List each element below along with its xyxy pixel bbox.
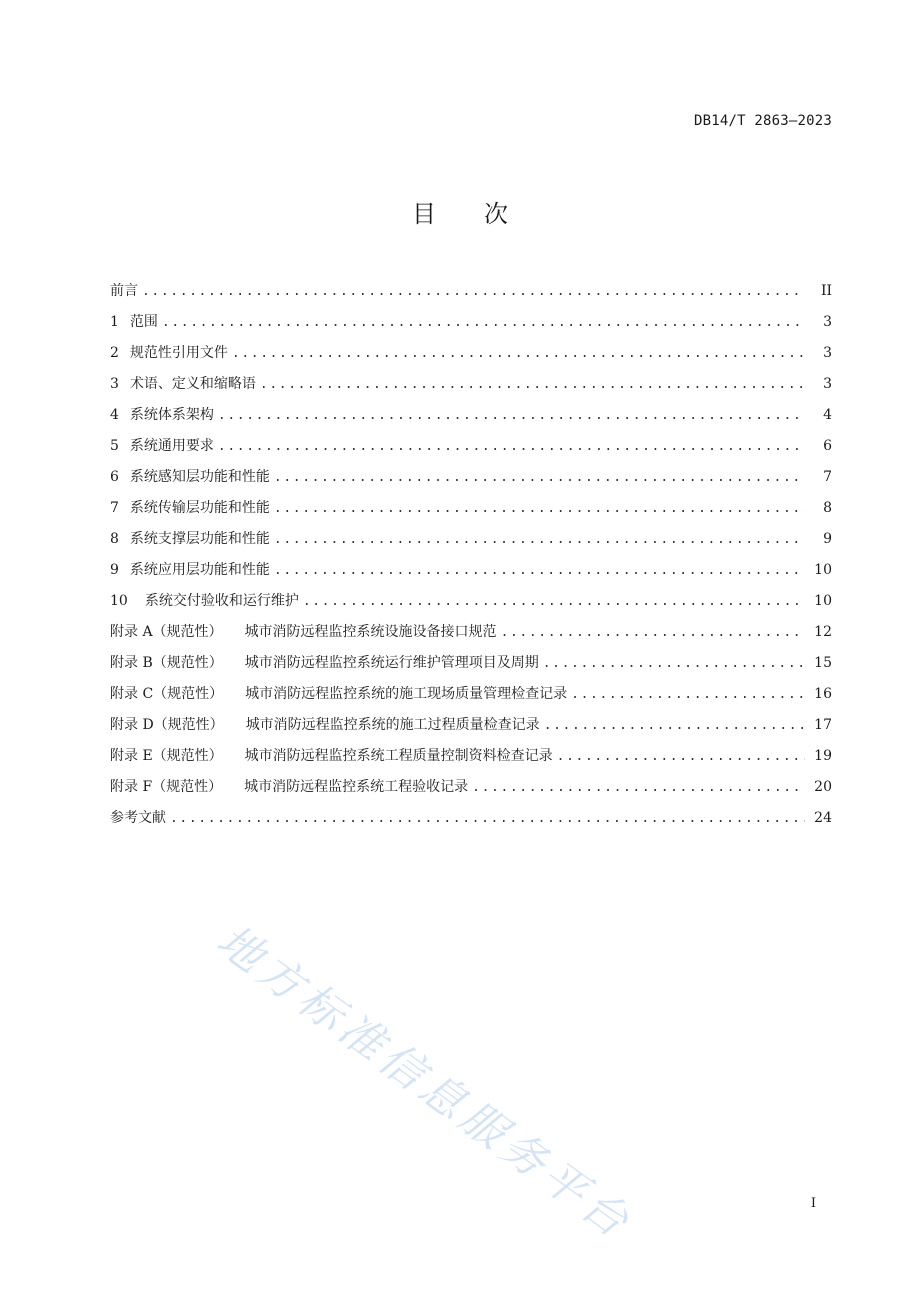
toc-leader-dots — [557, 746, 805, 768]
toc-entry-title: 城市消防远程监控系统的施工现场质量管理检查记录 — [245, 686, 568, 702]
toc-appendix-tag: 附录 F（规范性） — [110, 779, 223, 795]
toc-entry-label — [110, 652, 539, 674]
toc-entry-title: 系统传输层功能和性能 — [129, 500, 270, 516]
toc-leader-dots — [260, 374, 805, 396]
toc-entry-label — [110, 621, 497, 643]
toc-entry[interactable] — [110, 683, 832, 714]
toc-entry[interactable] — [110, 652, 832, 683]
toc-entry-label — [130, 435, 214, 457]
toc-entry[interactable] — [110, 466, 832, 497]
toc-entry-title: 系统应用层功能和性能 — [129, 562, 270, 578]
watermark: 地方标准信息服务平台 — [207, 915, 642, 1251]
toc-entry-label — [145, 590, 299, 612]
toc-entry-number: 10 — [110, 593, 128, 609]
page-title — [0, 194, 920, 229]
toc-entry-number: 3 — [110, 376, 119, 392]
toc-leader-dots — [162, 312, 805, 334]
toc-leader-dots — [274, 560, 805, 582]
toc-entry[interactable] — [110, 776, 832, 807]
toc-entry-label — [130, 497, 270, 519]
toc-appendix-tag: 附录 E（规范性） — [110, 748, 223, 764]
toc-entry-title: 范围 — [129, 314, 158, 330]
toc-entry[interactable] — [110, 435, 832, 466]
toc-entry-title: 术语、定义和缩略语 — [129, 376, 256, 392]
title-char-1: 目 — [412, 200, 436, 228]
toc-entry-title: 城市消防远程监控系统设施设备接口规范 — [244, 624, 497, 640]
toc-entry-number: 6 — [110, 469, 119, 485]
toc-entry-page: 17 — [814, 717, 832, 733]
title-char-2: 次 — [484, 200, 508, 228]
toc-entry[interactable] — [110, 559, 832, 590]
toc-entry-title: 系统通用要求 — [129, 438, 214, 454]
toc-leader-dots — [274, 529, 805, 551]
toc-entry-page: 12 — [814, 624, 832, 640]
toc-leader-dots — [543, 653, 805, 675]
toc-entry[interactable] — [110, 404, 832, 435]
toc-leader-dots — [472, 777, 805, 799]
toc-entry-number: 8 — [110, 531, 119, 547]
toc-appendix-tag: 附录 A（规范性） — [110, 624, 223, 640]
toc-entry-title: 城市消防远程监控系统工程质量控制资料检查记录 — [244, 748, 553, 764]
toc-entry-label — [130, 466, 270, 488]
toc-entry-page: 4 — [823, 407, 832, 423]
page-number: I — [810, 1196, 816, 1211]
toc-entry-label — [130, 311, 158, 333]
toc-entry-label — [130, 528, 270, 550]
toc-entry-page: 15 — [814, 655, 832, 671]
toc-entry-label — [110, 776, 468, 798]
toc-entry-page: 7 — [823, 469, 832, 485]
toc-entry[interactable] — [110, 497, 832, 528]
toc-entry-label — [130, 342, 228, 364]
toc-entry-label — [130, 559, 270, 581]
toc-entry-page: 19 — [814, 748, 832, 764]
toc-entry-number: 7 — [110, 500, 119, 516]
toc-leader-dots — [544, 715, 805, 737]
toc-leader-dots — [571, 684, 805, 706]
toc-entry[interactable] — [110, 807, 832, 838]
toc-entry[interactable] — [110, 280, 832, 311]
toc-entry-page: 20 — [814, 779, 832, 795]
toc-leader-dots — [501, 622, 805, 644]
toc-entry-title: 参考文献 — [110, 810, 166, 826]
toc-entry[interactable] — [110, 714, 832, 745]
toc-entry-title: 规范性引用文件 — [129, 345, 228, 361]
toc-entry-number: 2 — [110, 345, 119, 361]
toc-leader-dots — [274, 467, 805, 489]
toc-entry-title: 城市消防远程监控系统运行维护管理项目及周期 — [244, 655, 539, 671]
toc-entry-page: 6 — [823, 438, 832, 454]
toc-entry[interactable] — [110, 342, 832, 373]
toc-entry-page: II — [820, 283, 832, 299]
document-code: DB14/T 2863—2023 — [693, 113, 832, 129]
toc-entry-title: 前言 — [110, 283, 138, 299]
toc-entry-label — [130, 373, 256, 395]
toc-entry-title: 城市消防远程监控系统工程验收记录 — [244, 779, 469, 795]
toc-entry-page: 24 — [814, 810, 832, 826]
toc-entry-title: 系统支撑层功能和性能 — [129, 531, 270, 547]
toc-entry-page: 10 — [814, 593, 832, 609]
toc-leader-dots — [303, 591, 805, 613]
toc-entry[interactable] — [110, 373, 832, 404]
toc-leader-dots — [170, 808, 805, 830]
toc-entry-label — [110, 745, 553, 767]
toc-entry-title: 系统感知层功能和性能 — [129, 469, 270, 485]
toc-entry-page: 3 — [823, 376, 832, 392]
toc-entry-title: 系统体系架构 — [129, 407, 214, 423]
toc-appendix-tag: 附录 C（规范性） — [110, 686, 224, 702]
toc-entry-label — [110, 280, 138, 302]
toc-leader-dots — [142, 281, 805, 303]
toc-entry-label — [130, 404, 214, 426]
toc-entry-page: 3 — [823, 345, 832, 361]
toc-entry[interactable] — [110, 528, 832, 559]
table-of-contents — [110, 280, 832, 838]
toc-entry-title: 系统交付验收和运行维护 — [144, 593, 299, 609]
toc-appendix-tag: 附录 D（规范性） — [110, 717, 224, 733]
toc-entry[interactable] — [110, 745, 832, 776]
toc-appendix-tag: 附录 B（规范性） — [110, 655, 223, 671]
toc-entry-number: 5 — [110, 438, 119, 454]
toc-entry-page: 16 — [814, 686, 832, 702]
toc-entry-page: 9 — [823, 531, 832, 547]
toc-entry-page: 10 — [814, 562, 832, 578]
toc-entry-label — [110, 807, 166, 829]
toc-entry[interactable] — [110, 311, 832, 342]
toc-entry-page: 3 — [823, 314, 832, 330]
toc-entry-title: 城市消防远程监控系统的施工过程质量检查记录 — [245, 717, 540, 733]
toc-leader-dots — [218, 436, 805, 458]
toc-entry[interactable] — [110, 590, 832, 621]
toc-leader-dots — [232, 343, 805, 365]
toc-entry-number: 1 — [110, 314, 119, 330]
toc-entry-number: 9 — [110, 562, 119, 578]
toc-entry[interactable] — [110, 621, 832, 652]
toc-entry-number: 4 — [110, 407, 119, 423]
toc-entry-label — [110, 683, 567, 705]
toc-entry-page: 8 — [823, 500, 832, 516]
toc-entry-label — [110, 714, 540, 736]
toc-leader-dots — [274, 498, 805, 520]
toc-leader-dots — [218, 405, 805, 427]
